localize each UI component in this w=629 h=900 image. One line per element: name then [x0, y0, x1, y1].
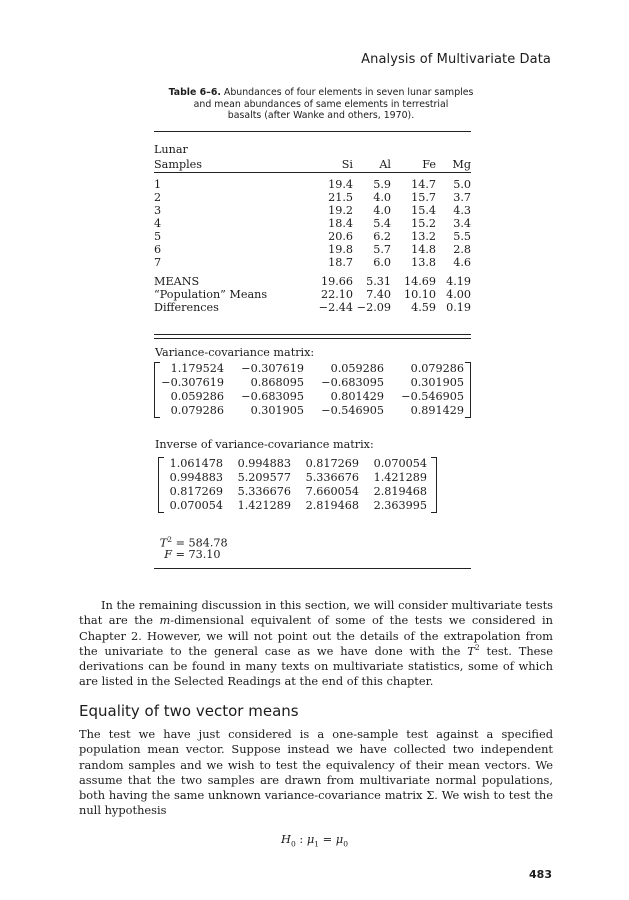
row-label: 7	[154, 256, 162, 269]
left-bracket	[154, 362, 160, 418]
table-cell: 15.7	[411, 191, 436, 204]
header-lunar: Lunar	[154, 143, 188, 156]
matrix-row	[161, 485, 427, 499]
table-cell: −2.44	[318, 301, 353, 314]
matrix-cell: 0.070054	[373, 457, 427, 470]
caption-line-3: basalts (after Wanke and others, 1970).	[227, 110, 415, 122]
table-cell: 19.2	[328, 204, 353, 217]
table-cell: 18.7	[328, 256, 353, 269]
matrix-cell: 2.819468	[373, 485, 427, 498]
matrix-row	[159, 390, 464, 404]
table-cell: 10.10	[403, 288, 436, 301]
table-cell: 4.3	[453, 204, 471, 217]
table-cell: 7.40	[366, 288, 391, 301]
table-cell: −2.09	[356, 301, 391, 314]
matrix-cell: 5.336676	[305, 471, 359, 484]
table-caption	[148, 87, 494, 122]
right-bracket	[465, 362, 471, 418]
table-cell: 5.4	[373, 217, 391, 230]
matrix-cell: 0.059286	[170, 390, 224, 403]
matrix-cell: 0.868095	[250, 376, 304, 389]
table-cell: 4.6	[453, 256, 471, 269]
table-bottom-rule-1	[154, 334, 471, 335]
table-bottom-rule-2	[154, 338, 471, 339]
column-header: Si	[341, 157, 353, 171]
left-bracket	[158, 457, 164, 513]
row-label: 6	[154, 243, 162, 256]
row-label: “Population” Means	[154, 288, 268, 301]
matrix-cell: 0.994883	[169, 471, 223, 484]
matrix-cell: −0.307619	[161, 376, 224, 389]
table-cell: 2.8	[453, 243, 471, 256]
column-header: Mg	[452, 157, 471, 171]
table-row	[154, 191, 471, 204]
table-cell: 21.5	[328, 191, 353, 204]
matrix-row	[161, 457, 427, 471]
table-label: Table 6–6.	[168, 87, 221, 98]
t2-value: = 584.78	[175, 536, 228, 550]
matrix-cell: −0.683095	[321, 376, 384, 389]
table-cell: 4.59	[411, 301, 436, 314]
matrix-cell: −0.546905	[401, 390, 464, 403]
matrix-row	[161, 499, 427, 513]
row-label: Differences	[154, 301, 219, 314]
header-samples: Samples	[154, 157, 203, 171]
table-cell: 19.4	[328, 178, 353, 191]
matrix-cell: 0.994883	[237, 457, 291, 470]
matrix-cell: 5.336676	[237, 485, 291, 498]
table-row	[154, 230, 471, 243]
table-cell: 6.2	[373, 230, 391, 243]
table-cell: 4.00	[446, 288, 471, 301]
caption-line-1: Abundances of four elements in seven lunar samples	[223, 87, 474, 98]
matrix-row	[161, 471, 427, 485]
table-row	[154, 204, 471, 217]
matrix-cell: 1.421289	[373, 471, 427, 484]
matrix-cell: 0.301905	[250, 404, 304, 417]
running-header: Analysis of Multivariate Data	[361, 52, 551, 67]
matrix-cell: 2.363995	[373, 499, 427, 512]
inverse-title: Inverse of variance-covariance matrix:	[155, 438, 374, 451]
section-heading: Equality of two vector means	[79, 702, 299, 720]
matrix-cell: 0.817269	[305, 457, 359, 470]
caption-line-2: and mean abundances of same elements in terrestrial	[193, 98, 449, 110]
matrix-cell: 0.079286	[410, 362, 464, 375]
row-label: 5	[154, 230, 162, 243]
t2-statistic: $T^2 = 584.78$	[159, 535, 228, 550]
row-label: 1	[154, 178, 162, 191]
table-cell: 5.7	[373, 243, 391, 256]
table-cell: 4.0	[373, 204, 391, 217]
right-bracket	[431, 457, 437, 513]
table-cell: 4.19	[446, 275, 471, 288]
row-label: MEANS	[154, 275, 200, 288]
table-cell: 3.4	[453, 217, 471, 230]
test-statistics	[158, 533, 228, 562]
matrix-row	[159, 404, 464, 418]
table-row	[154, 288, 471, 301]
matrix-cell: 0.891429	[410, 404, 464, 417]
varcov-matrix	[154, 362, 471, 418]
table-row	[154, 301, 471, 314]
column-header: Al	[379, 157, 391, 171]
f-value: = 73.10	[175, 547, 221, 561]
table-row	[154, 217, 471, 230]
matrix-cell: 7.660054	[305, 485, 359, 498]
table-cell: 0.19	[446, 301, 471, 314]
matrix-cell: 0.301905	[410, 376, 464, 389]
f-statistic: F = 73.10	[164, 547, 221, 561]
matrix-cell: 1.061478	[169, 457, 223, 470]
table-cell: 5.5	[453, 230, 471, 243]
page-number: 483	[529, 868, 552, 881]
table-cell: 22.10	[320, 288, 353, 301]
row-label: 4	[154, 217, 162, 230]
table-row	[154, 275, 471, 288]
varcov-title: Variance-covariance matrix:	[155, 346, 315, 359]
matrix-cell: 1.179524	[170, 362, 224, 375]
table-row	[154, 256, 471, 269]
table-cell: 15.4	[411, 204, 436, 217]
table-cell: 19.66	[320, 275, 353, 288]
matrix-row	[159, 376, 464, 390]
table-row	[154, 243, 471, 256]
row-label: 3	[154, 204, 162, 217]
table-cell: 13.2	[411, 230, 436, 243]
table-cell: 14.8	[411, 243, 436, 256]
matrix-cell: −0.546905	[321, 404, 384, 417]
matrix-cell: 0.817269	[169, 485, 223, 498]
column-header: Fe	[422, 157, 436, 171]
matrix-cell: 0.059286	[330, 362, 384, 375]
abundance-table	[154, 143, 471, 314]
table-cell: 5.31	[366, 275, 391, 288]
table-cell: 6.0	[373, 256, 391, 269]
table-cell: 20.6	[328, 230, 353, 243]
bottom-rule	[154, 568, 471, 569]
table-top-rule	[154, 131, 471, 132]
matrix-cell: 0.801429	[330, 390, 384, 403]
body-paragraph-2: The test we have just considered is a one-sample test against a specified population mean vector. Suppose instead we have collected two independent random samples and we wish to test the equivalency of their mean vectors. We assume that the two samples are drawn from multivariate normal populations, both having the same unknown variance-covariance matrix Σ. We wish to test the null hypothesis	[79, 727, 553, 818]
inverse-matrix	[158, 457, 437, 513]
row-label: 2	[154, 191, 162, 204]
table-cell: 3.7	[453, 191, 471, 204]
body-paragraph-1: In the remaining discussion in this section, we will consider multivariate tests that are the m-dimensional equivalent of some of the tests we considered in Chapter 2. However, we will not point out the details of the extrapolation from the univariate to the general case as we have done with the $T^2$ test. These derivations can be found in many texts on multivariate statistics, some of which are listed in the Selected Readings at the end of this chapter.	[79, 598, 553, 689]
table-cell: 13.8	[411, 256, 436, 269]
matrix-cell: 2.819468	[305, 499, 359, 512]
matrix-row	[159, 362, 464, 376]
table-cell: 15.2	[411, 217, 436, 230]
table-cell: 4.0	[373, 191, 391, 204]
table-cell: 14.69	[403, 275, 436, 288]
table-cell: 14.7	[411, 178, 436, 191]
table-cell: 5.0	[453, 178, 471, 191]
matrix-cell: 0.070054	[169, 499, 223, 512]
null-hypothesis: $H_0$ : $\mu_1 = \mu_0$	[281, 832, 348, 849]
table-cell: 18.4	[328, 217, 353, 230]
table-row	[154, 178, 471, 191]
matrix-cell: −0.683095	[241, 390, 304, 403]
matrix-cell: 1.421289	[237, 499, 291, 512]
table-cell: 19.8	[328, 243, 353, 256]
table-cell: 5.9	[373, 178, 391, 191]
matrix-cell: 5.209577	[237, 471, 291, 484]
matrix-cell: 0.079286	[170, 404, 224, 417]
matrix-cell: −0.307619	[241, 362, 304, 375]
